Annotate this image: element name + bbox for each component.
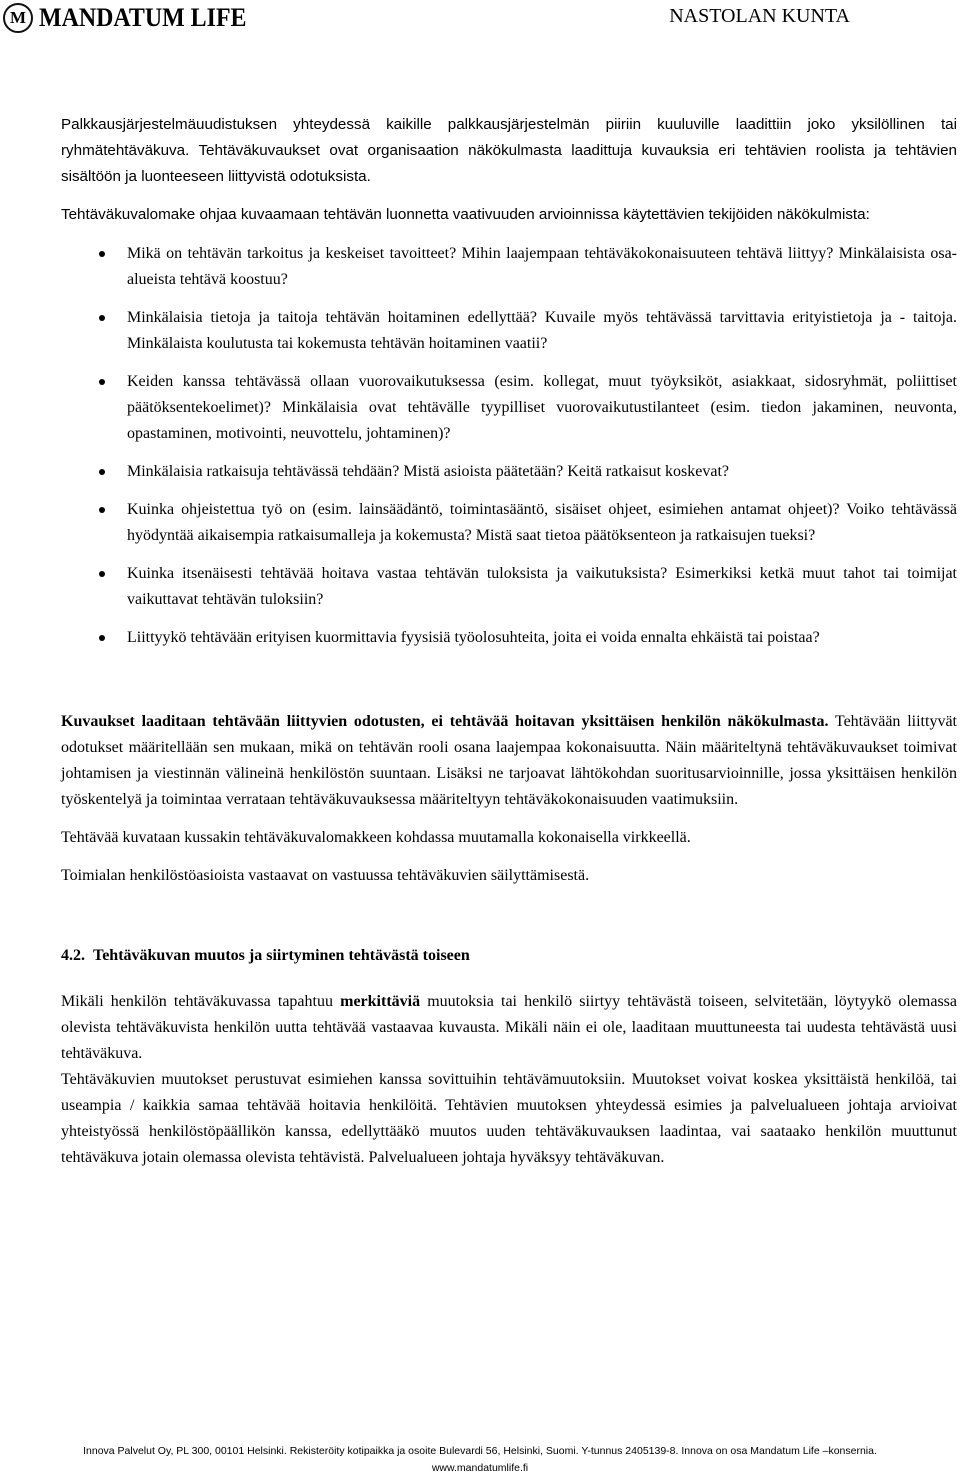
list-item-text: Kuinka ohjeistettua työ on (esim. lainsäädäntö, toimintasääntö, sisäiset ohjeet, esimiehen antamat ohjeet)? Voiko tehtävässä hyödyntää aikaisempia ratkaisumalleja ja kokemusta? Mistä saat tietoa päätöksenteon ja ratkaisujen tueksi? bbox=[127, 501, 957, 544]
intro-paragraph-2: Tehtäväkuvalomake ohjaa kuvaamaan tehtävän luonnetta vaativuuden arvioinnissa käytettävien tekijöiden näkökulmista: bbox=[61, 206, 870, 223]
list-item-text: Liittyykö tehtävään erityisen kuormittavia fyysisiä työolosuhteita, joita ei voida ennalta ehkäistä tai poistaa? bbox=[127, 629, 820, 646]
paragraph-text: muutoksia tai henkilö siirtyy tehtävästä toiseen, selvitetään, löytyykö olemassa olevista tehtäväkuvista henkilön uutta tehtävää vastaavaa kuvausta. Mikäli näin ei ole, laaditaan muuttuneesta tai uudesta tehtävästä uusi tehtäväkuva. bbox=[61, 993, 957, 1062]
section-number: 4.2. bbox=[61, 947, 85, 964]
section-title: Tehtäväkuvan muutos ja siirtyminen tehtävästä toiseen bbox=[93, 947, 470, 964]
bold-lead-text: Kuvaukset laaditaan tehtävään liittyvien odotusten, ei tehtävää hoitavan yksittäisen henkilön näkökulmasta. bbox=[61, 713, 829, 730]
bullet-icon bbox=[99, 635, 105, 641]
mandatum-life-logo bbox=[3, 3, 265, 33]
emphasis-text: merkittäviä bbox=[340, 993, 421, 1010]
list-item bbox=[61, 241, 957, 293]
list-item-text: Minkälaisia ratkaisuja tehtävässä tehdään? Mistä asioista päätetään? Keitä ratkaisut koskevat? bbox=[127, 463, 729, 480]
document-body bbox=[61, 112, 957, 1171]
bullet-icon bbox=[99, 469, 105, 475]
change-paragraph-1 bbox=[61, 989, 957, 1067]
criteria-list bbox=[61, 241, 957, 651]
footer-company-info: Innova Palvelut Oy, PL 300, 00101 Helsinki. Rekisteröity kotipaikka ja osoite Bulevardi 56, Helsinki, Suomi. Y-tunnus 2405139-8. Innova on osa Mandatum Life –konsernia. bbox=[83, 1445, 877, 1457]
footer-website-link[interactable]: www.mandatumlife.fi bbox=[431, 1462, 529, 1474]
list-item-text: Minkälaisia tietoja ja taitoja tehtävän hoitaminen edellyttää? Kuvaile myös tehtävässä tarvittavia erityistietoja ja - taitoja. Minkälaista koulutusta tai kokemusta tehtävän hoitaminen vaatii? bbox=[127, 309, 957, 352]
paragraph-text: Mikäli henkilön tehtäväkuvassa tapahtuu bbox=[61, 993, 341, 1010]
intro-paragraph-1: Palkkausjärjestelmäuudistuksen yhteydessä kaikille palkkausjärjestelmän piiriin kuuluville laadittiin joko yksilöllinen tai ryhmätehtäväkuva. Tehtäväkuvaukset ovat organisaation näkökulmasta laadittuja kuvauksia eri tehtävien roolista ja tehtävien sisältöön ja luonteeseen liittyvistä odotuksista. bbox=[61, 116, 957, 185]
paragraph-body-text: Tehtävään liittyvät odotukset määritellään sen mukaan, mikä on tehtävän rooli osana laajempaa kokonaisuutta. Näin määriteltynä tehtäväkuvaukset toimivat johtamisen ja viestinnän välineinä henkilöstön suuntaan. Lisäksi ne tarjoavat lähtökohdan suoritusarvioinnille, jossa yksittäisen henkilön työskentelyä ja toimintaa verrataan tehtäväkuvauksessa määriteltyyn tehtäväkokonaisuuden vaatimuksiin. bbox=[61, 713, 957, 808]
bullet-icon bbox=[99, 251, 105, 257]
page-header bbox=[0, 0, 960, 40]
description-paragraph-2: Tehtävää kuvataan kussakin tehtäväkuvalomakkeen kohdassa muutamalla kokonaisella virkkeellä. bbox=[61, 829, 691, 846]
list-item bbox=[61, 305, 957, 357]
list-item bbox=[61, 497, 957, 549]
change-paragraph-2: Tehtäväkuvien muutokset perustuvat esimiehen kanssa sovittuihin tehtävämuutoksiin. Muutokset voivat koskea yksittäistä henkilöä, tai useampia / kaikkia samaa tehtävää hoitavia henkilöitä. Tehtävien muutoksen yhteydessä esimies ja palvelualueen johtaja arvioivat yhteistyössä henkilöstöpäällikön kanssa, edellyttääkö muutos uuden tehtäväkuvauksen laadintaa, vai saataako henkilön muuttunut tehtäväkuva jotain olemassa olevista tehtävistä. Palvelualueen johtaja hyväksyy tehtäväkuvan. bbox=[61, 1071, 957, 1166]
list-item bbox=[61, 561, 957, 613]
organization-name: NASTOLAN KUNTA bbox=[669, 5, 850, 27]
list-item-text: Kuinka itsenäisesti tehtävää hoitava vastaa tehtävän tuloksista ja vaikutuksista? Esimerkiksi ketkä muut tahot tai toimijat vaikuttavat tehtävän tuloksiin? bbox=[127, 565, 957, 608]
bullet-icon bbox=[99, 379, 105, 385]
bullet-icon bbox=[99, 315, 105, 321]
list-item-text: Keiden kanssa tehtävässä ollaan vuorovaikutuksessa (esim. kollegat, muut työyksiköt, asiakkaat, sidosryhmät, poliittiset päätöksentekoelimet)? Minkälaisia ovat tehtävälle tyypilliset vuorovaikutustilanteet (esim. tiedon jakaminen, neuvonta, opastaminen, motivointi, neuvottelu, johtaminen)? bbox=[127, 373, 957, 442]
description-principle-paragraph bbox=[61, 709, 957, 813]
logo-emblem-icon: M bbox=[3, 3, 33, 33]
logo-text: MANDATUM LIFE bbox=[39, 3, 247, 32]
bullet-icon bbox=[99, 507, 105, 513]
description-paragraph-3: Toimialan henkilöstöasioista vastaavat on vastuussa tehtäväkuvien säilyttämisestä. bbox=[61, 867, 590, 884]
bullet-icon bbox=[99, 571, 105, 577]
list-item-text: Mikä on tehtävän tarkoitus ja keskeiset tavoitteet? Mihin laajempaan tehtäväkokonaisuuteen tehtävä liittyy? Minkälaisista osa-alueista tehtävä koostuu? bbox=[127, 245, 957, 288]
section-heading bbox=[61, 943, 957, 969]
list-item bbox=[61, 625, 957, 651]
list-item bbox=[61, 369, 957, 447]
list-item bbox=[61, 459, 957, 485]
